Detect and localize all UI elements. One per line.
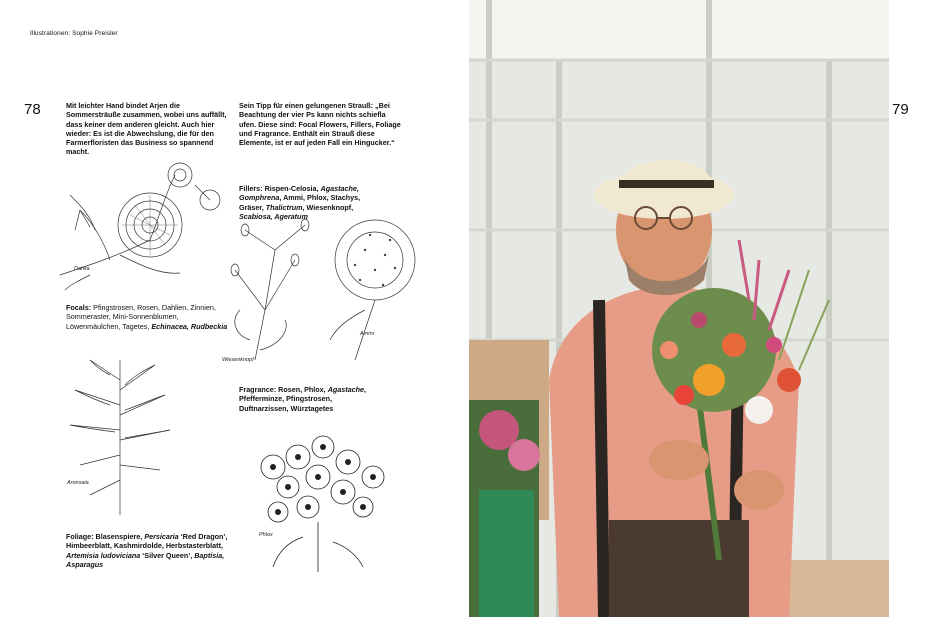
intro-text-right: Sein Tipp für einen gelungenen Strauß: „Bei Beachtung der vier Ps kann nichts schiefla ufen. Diese sind: Focal Flowers, Fillers, Foliage und Fragrance. Enthält ein Strauß diese Elemente, ist er auf jeden Fall ein Hingucker.“: [239, 101, 401, 148]
aronsaia-illustration: [55, 350, 185, 520]
foliage-list: [66, 532, 236, 569]
fillers-italic-1: Agastache, Gomphrena: [239, 184, 359, 203]
fragrance-list: [239, 385, 379, 413]
florist-photo: [469, 0, 889, 617]
focals-italic: Echinacea, Rudbeckia: [151, 321, 228, 331]
page-number-left: 78: [24, 101, 41, 118]
foliage-label: Foliage:: [66, 532, 94, 541]
foliage-italic-1: Persicaria: [144, 532, 179, 541]
focals-label: Focals:: [66, 303, 92, 312]
caption-wiesenknopf: Wiesenknopf: [222, 357, 254, 363]
caption-aronsaia: Aronsaia: [67, 480, 89, 486]
phlox-illustration: [243, 427, 393, 577]
fillers-italic-3: Scabiosa, Ageratum: [239, 211, 308, 221]
fragrance-plain-1: Rosen, Phlox,: [276, 385, 328, 394]
caption-dahlia: Dahlia: [74, 266, 90, 272]
fillers-label: Fillers:: [239, 184, 263, 193]
foliage-italic-2: Artemisia ludoviciana: [66, 550, 141, 560]
intro-text-left: Mit leichter Hand bindet Arjen die Sommersträuße zusammen, wobei uns auffällt, dass keiner dem anderen gleicht. Auch hier wieder: Es ist die Abwechslung, die für den Farmerfloristen das Business so spannend macht.: [66, 101, 227, 157]
focals-plain: Pfingstrosen, Rosen, Dahlien, Zinnien, Sommeraster, Mini-Sonnenblumen, Löwenmäulchen, Tagetes,: [66, 303, 216, 331]
caption-ammi: Ammi: [360, 331, 375, 337]
foliage-plain-2: ‘Red Dragon’, Himbeerblatt, Kashmirdolde, Herbstasterblatt,: [66, 532, 228, 551]
fragrance-plain-2: , Pfefferminze, Pfingstrosen, Duftnarzissen, Würztagetes: [239, 385, 367, 413]
fillers-plain-2: , Ammi, Phlox, Stachys, Gräser,: [239, 193, 361, 212]
foliage-plain-3: ‘Silver Queen’,: [140, 550, 195, 560]
fillers-plain-3: , Wiesenknopf,: [302, 202, 354, 212]
foliage-plain-1: Blasenspiere,: [93, 532, 145, 541]
foliage-italic-3: Baptisia, Asparagus: [66, 550, 225, 569]
focals-list: [66, 303, 231, 331]
caption-phlox: Phlox: [259, 532, 273, 538]
fragrance-label: Fragrance:: [239, 385, 277, 394]
illustration-credit: Illustrationen: Sophie Preisler: [30, 30, 118, 37]
dahlia-illustration: [50, 155, 230, 295]
fillers-plain-1: Rispen-Celosia,: [262, 184, 321, 193]
page-number-right: 79: [892, 101, 909, 118]
fillers-italic-2: Thalictrum: [265, 202, 303, 212]
ammi-wiesenknopf-illustration: [225, 210, 425, 370]
fragrance-italic-1: Agastache: [327, 385, 365, 394]
